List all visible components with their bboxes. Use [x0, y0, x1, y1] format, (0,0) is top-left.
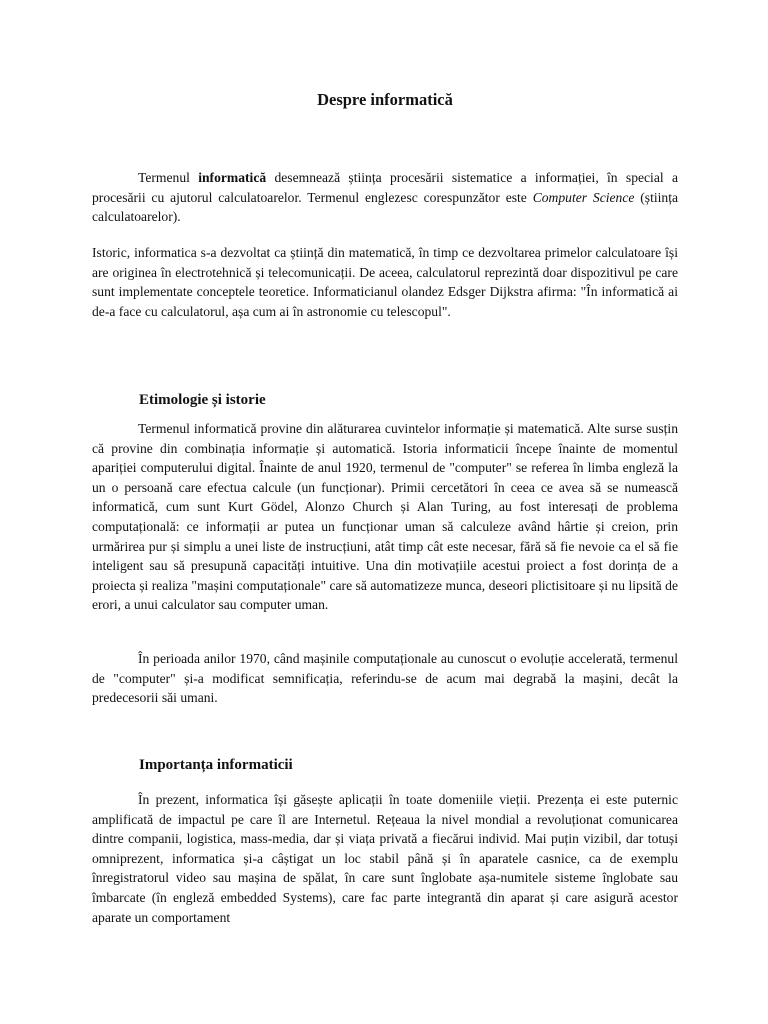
section-etimologie-paragraph-1: Termenul informatică provine din alăturarea cuvintelor informație și matematică. Alte surse susțin că provine din combinația informație și automatică. Istoria informaticii începe înainte de momentul apariției computerului digital. Înainte de anul 1920, termenul de "computer" se referea în limba engleză la un o persoană care efectua calcule (un funcționar). Primii cercetători în ceea ce avea să se numească informatică, cum sunt Kurt Gödel, Alonzo Church și Alan Turing, au fost interesați de problema computațională: ce informații ar putea un funcționar uman să calculeze având hârtie și creion, prin urmărirea pur și simplu a unei liste de instrucțiuni, atât timp cât este necesar, fără să fie nevoie ca el să fie inteligent sau să presupună capacități intuitive. Una din motivațiile acestui proiect a fost dorința de a proiecta și realiza "mașini computaționale" care să automatizeze munca, deseori plictisitoare și nu lipsită de erori, a unui calculator sau computer uman.: [92, 421, 678, 613]
document-page: [92, 0, 678, 1024]
document-title: Despre informatică: [317, 90, 453, 109]
section-heading-etimologie: Etimologie și istorie: [139, 392, 266, 408]
section-importanta-paragraph-1: În prezent, informatica își găsește aplicații în toate domeniile vieții. Prezența ei este puternic amplificată de impactul pe care îl are Internetul. Rețeaua la nivel mondial a revoluționat comunicarea dintre companii, logistica, mass-media, dar și viața privată a fiecărui individ. Mai puțin vizibil, dar totuși omniprezent, informatica și-a câștigat un loc stabil până și în aparatele casnice, ca de exemplu înregistratorul video sau mașina de spălat, în care sunt înglobate așa-numitele sisteme înglobate sau îmbarcate (în engleză embedded Systems), care fac parte integrantă din aparat și care asigură acestor aparate un comportament: [92, 792, 678, 925]
section-etimologie-paragraph-2: În perioada anilor 1970, când mașinile computaționale au cunoscut o evoluție accelerată, termenul de "computer" și-a modificat semnificația, referindu-se de acum mai degrabă la mașini, decât la predecesorii săi umani.: [92, 651, 678, 706]
intro-text-1: Termenul: [138, 170, 199, 185]
term-informatica: informatică: [198, 170, 267, 185]
section-heading-importanta: Importanța informaticii: [139, 757, 293, 773]
intro-paragraph-1: [92, 168, 678, 227]
intro-text-3: (știința calculatoarelor).: [92, 189, 679, 225]
intro-text-2: desemnează știința procesării sistematice a informației, în special a procesării cu ajutorul calculatoarelor. Termenul englezesc corespunzător este: [92, 170, 678, 205]
term-computer-science: Computer Science: [532, 189, 635, 205]
intro-paragraph-2: Istoric, informatica s-a dezvoltat ca știință din matematică, în timp ce dezvoltarea primelor calculatoare își are originea în electrotehnică și telecomunicații. De aceea, calculatorul reprezintă doar dispozitivul pe care sunt implementate conceptele teoretice. Informaticianul olandez Edsger Dijkstra afirma: "În informatică ai de-a face cu calculatorul, așa cum ai în astronomie cu telescopul".: [92, 245, 678, 319]
